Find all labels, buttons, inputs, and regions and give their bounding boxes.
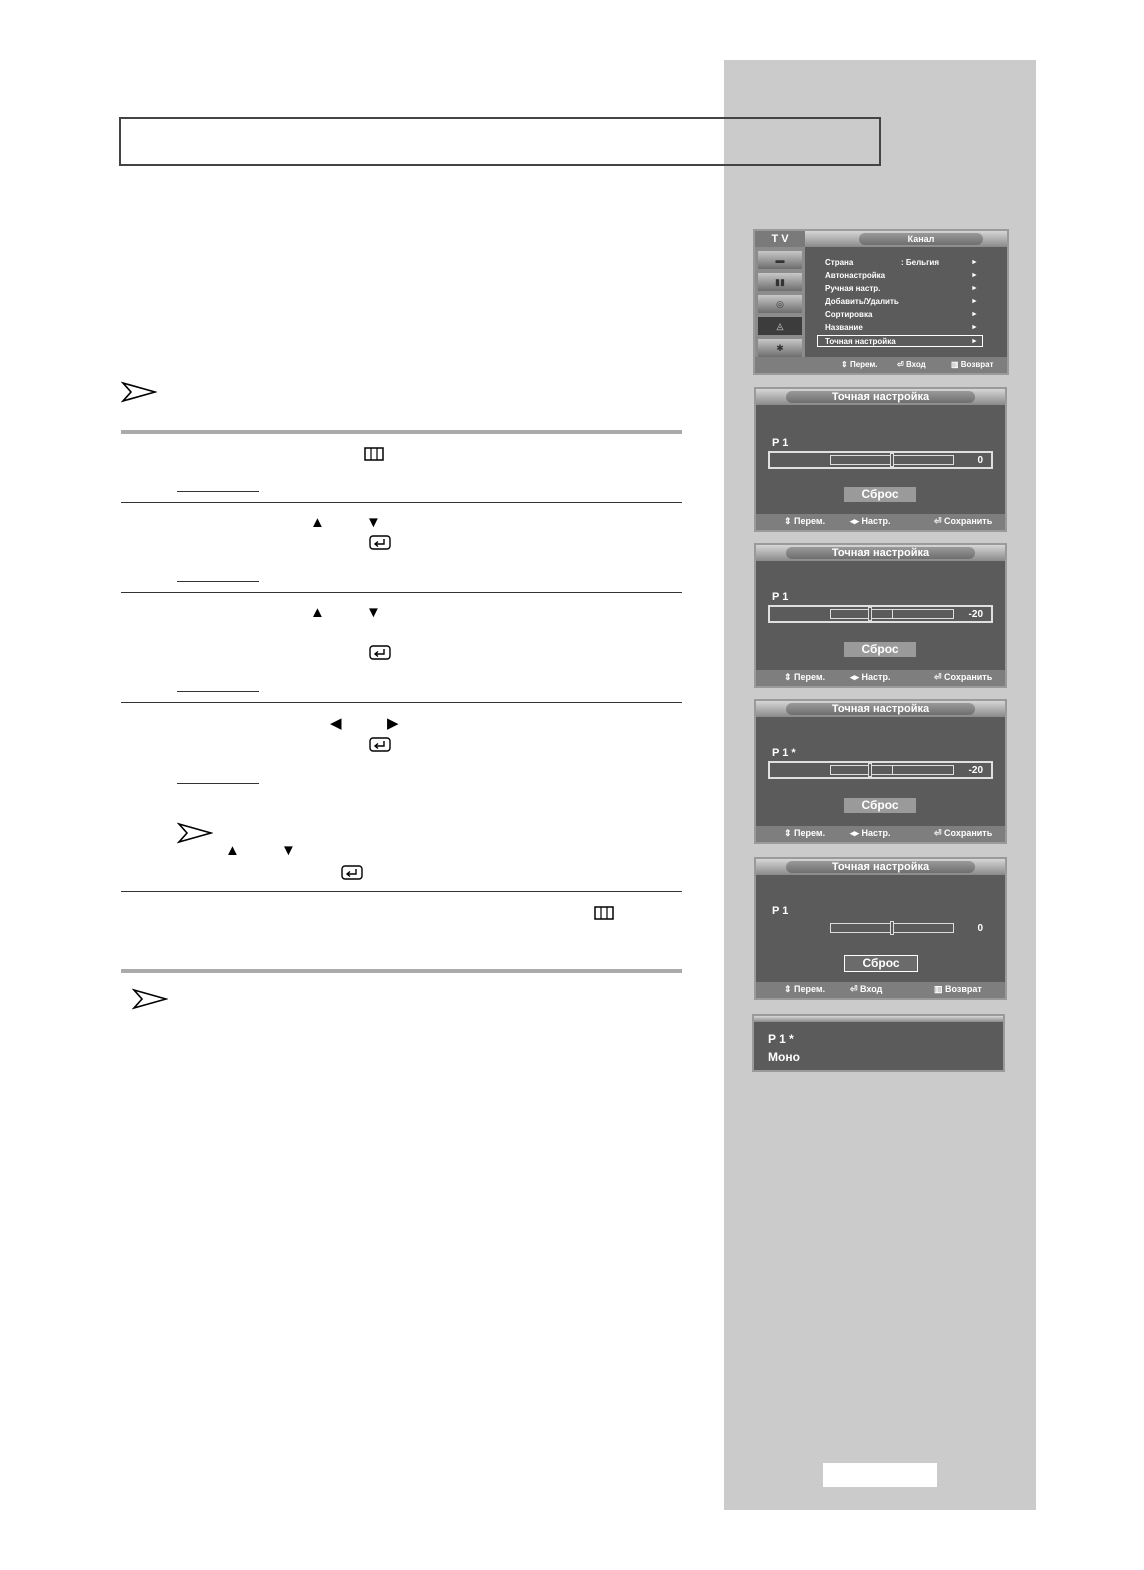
fine-tune-value: 0: [977, 923, 983, 934]
step-divider: [121, 502, 682, 503]
enter-hint: ⏎ Вход: [897, 360, 926, 369]
menu-button-icon: [364, 447, 384, 461]
tv-label: T V: [755, 231, 805, 247]
slider-track: [830, 609, 954, 619]
menu-item-sort: Сортировка: [825, 310, 873, 319]
program-label: P 1 *: [772, 747, 796, 759]
osd-title: Точная настройка: [786, 391, 975, 403]
slider-track: [830, 765, 954, 775]
up-triangle-icon: ▲: [225, 842, 240, 859]
move-hint: ⇕ Перем.: [841, 360, 878, 369]
step-divider: [121, 592, 682, 593]
section-divider-bottom: [121, 969, 682, 973]
menu-item-arrow: ►: [971, 298, 978, 305]
menu-item-country: Страна: [825, 258, 854, 267]
menu-item-add-delete: Добавить/Удалить: [825, 297, 899, 306]
menu-item-autotune: Автонастройка: [825, 271, 886, 280]
menu-item-arrow: ►: [971, 324, 978, 331]
step-divider: [121, 702, 682, 703]
reset-button: Сброс: [844, 642, 916, 657]
menu-item-arrow: ►: [971, 338, 978, 345]
menu-item-name: Название: [825, 323, 863, 332]
fine-tune-screen-3: [754, 699, 1007, 844]
menu-item-arrow: ►: [971, 311, 978, 318]
enter-button-icon: [369, 535, 391, 550]
right-triangle-icon: ▶: [387, 715, 399, 732]
section-divider-top: [121, 430, 682, 434]
up-triangle-icon: ▲: [310, 514, 325, 531]
slider-knob: [890, 921, 894, 935]
down-triangle-icon: ▼: [281, 842, 296, 859]
menu-footer: [755, 357, 1007, 373]
note-arrow-icon: [177, 822, 213, 844]
fine-tune-screen-2: [754, 543, 1007, 688]
slider-knob: [890, 453, 894, 467]
speaker-menu-icon: ◎: [758, 295, 802, 313]
reset-button: Сброс: [844, 955, 918, 972]
fine-tune-value: -20: [968, 609, 983, 620]
info-sound-mode: Моно: [768, 1050, 800, 1064]
menu-item-fine-tune: Точная настройка: [825, 337, 896, 346]
channel-menu-screen: [753, 229, 1009, 375]
underline: [177, 783, 259, 784]
channel-info-box: [752, 1014, 1005, 1072]
setup-menu-icon: ✱: [758, 339, 802, 357]
osd-title: Точная настройка: [786, 861, 975, 873]
menu-item-manual: Ручная настр.: [825, 284, 881, 293]
slider-knob: [868, 763, 872, 777]
note-arrow-icon: [132, 988, 168, 1010]
reset-button: Сброс: [844, 487, 916, 502]
osd-title: Точная настройка: [786, 703, 975, 715]
underline: [177, 691, 259, 692]
osd-footer: ⇕ Перем. ⏎ Вход ▥ Возврат: [756, 982, 1005, 998]
menu-item-country-value: : Бельгия: [901, 258, 940, 267]
fine-tune-screen-4: [754, 857, 1007, 1000]
note-arrow-icon: [121, 381, 157, 403]
info-program: P 1 *: [768, 1032, 794, 1046]
enter-button-icon: [369, 645, 391, 660]
menu-item-arrow: ►: [971, 272, 978, 279]
program-label: P 1: [772, 437, 789, 449]
down-triangle-icon: ▼: [366, 514, 381, 531]
fine-tune-slider: [768, 451, 993, 469]
osd-footer: ⇕ Перем. ◂▸ Настр. ⏎ Сохранить: [756, 514, 1005, 530]
osd-footer: ⇕ Перем. ◂▸ Настр. ⏎ Сохранить: [756, 826, 1005, 842]
enter-button-icon: [341, 865, 363, 880]
underline: [177, 491, 259, 492]
page-title-box: [119, 117, 881, 166]
picture-menu-icon: ▬: [758, 251, 802, 269]
fine-tune-slider: [768, 761, 993, 779]
underline: [177, 581, 259, 582]
slider-track: [830, 455, 954, 465]
menu-title: Канал: [859, 233, 983, 245]
up-triangle-icon: ▲: [310, 604, 325, 621]
fine-tune-slider: [768, 605, 993, 623]
slider-knob: [868, 607, 872, 621]
menu-item-arrow: ►: [971, 285, 978, 292]
fine-tune-value: -20: [968, 765, 983, 776]
step-divider: [121, 891, 682, 892]
fine-tune-screen-1: [754, 387, 1007, 532]
menu-item-arrow: ►: [971, 259, 978, 266]
enter-button-icon: [369, 737, 391, 752]
left-triangle-icon: ◀: [330, 715, 342, 732]
page-number-box: [823, 1463, 937, 1487]
osd-title: Точная настройка: [786, 547, 975, 559]
slider-track: [830, 923, 954, 933]
return-hint: ▥ Возврат: [951, 360, 994, 369]
menu-icon-column: [755, 247, 805, 359]
down-triangle-icon: ▼: [366, 604, 381, 621]
program-label: P 1: [772, 905, 789, 917]
channel-menu-icon: ◬: [758, 317, 802, 335]
program-label: P 1: [772, 591, 789, 603]
fine-tune-slider: [768, 919, 993, 937]
sound-menu-icon: ▮▮: [758, 273, 802, 291]
menu-button-icon: [594, 906, 614, 920]
reset-button: Сброс: [844, 798, 916, 813]
fine-tune-value: 0: [977, 455, 983, 466]
osd-footer: ⇕ Перем. ◂▸ Настр. ⏎ Сохранить: [756, 670, 1005, 686]
